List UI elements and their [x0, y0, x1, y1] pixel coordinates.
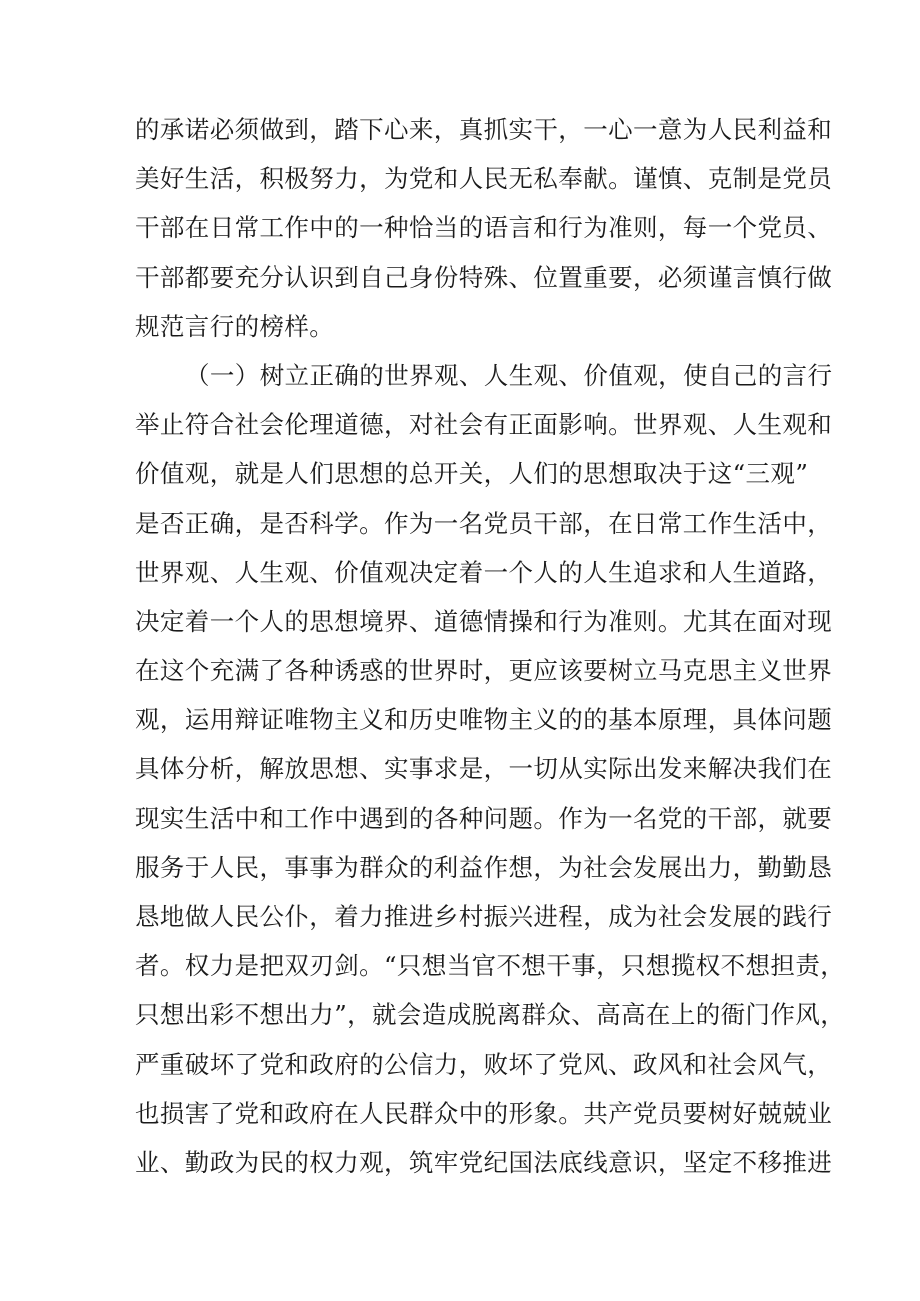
paragraph-section-one: [135, 351, 846, 1187]
paragraph-continuation: [135, 105, 833, 351]
text-line: 服务于人民，事事为群众的利益作想，为社会发展出力，勤勤恳: [135, 852, 833, 882]
text-line: 在这个充满了各种诱惑的世界时，更应该要树立马克思主义世界: [135, 656, 833, 686]
text-line: 具体分析，解放思想、实事求是，一切从实际出发来解决我们在: [135, 754, 833, 784]
text-line: 恳地做人民公仆，着力推进乡村振兴进程，成为社会发展的践行: [135, 902, 833, 931]
text-line: 美好生活，积极努力，为党和人民无私奉献。谨慎、克制是党员: [135, 164, 833, 194]
text-line: 规范言行的榜样。: [135, 311, 335, 341]
text-line: 决定着一个人的思想境界、道德情操和行为准则。尤其在面对现: [135, 606, 833, 636]
text-line: 现实生活中和工作中遇到的各种问题。作为一名党的干部，就要: [135, 803, 833, 833]
text-line: 的承诺必须做到，踏下心来，真抓实干，一心一意为人民利益和: [135, 115, 833, 144]
text-line: 业、勤政为民的权力观，筑牢党纪国法底线意识，坚定不移推进: [135, 1147, 833, 1177]
text-line: 是否正确，是否科学。作为一名党员干部，在日常工作生活中，: [135, 508, 833, 538]
text-line: 干部都要充分认识到自己身份特殊、位置重要，必须谨言慎行做: [135, 262, 833, 292]
text-line: 只想出彩不想出力”，就会造成脱离群众、高高在上的衙门作风，: [135, 1000, 846, 1030]
text-line: 严重破坏了党和政府的公信力，败坏了党风、政风和社会风气，: [135, 1049, 833, 1079]
text-line: 干部在日常工作中的一种恰当的语言和行为准则，每一个党员、: [135, 213, 833, 243]
text-line: （一）树立正确的世界观、人生观、价值观，使自己的言行: [185, 360, 833, 390]
text-line: 观，运用辩证唯物主义和历史唯物主义的的基本原理，具体问题: [135, 705, 833, 735]
text-line: 者。权力是把双刃剑。“只想当官不想干事，只想揽权不想担责，: [135, 951, 846, 981]
text-line: 世界观、人生观、价值观决定着一个人的人生追求和人生道路，: [135, 557, 833, 587]
document-body: [135, 105, 846, 1187]
text-line: 也损害了党和政府在人民群众中的形象。共产党员要树好兢兢业: [135, 1098, 833, 1128]
text-line: 价值观，就是人们思想的总开关，人们的思想取决于这“三观”: [135, 459, 809, 489]
text-line: 举止符合社会伦理道德，对社会有正面影响。世界观、人生观和: [135, 410, 833, 440]
